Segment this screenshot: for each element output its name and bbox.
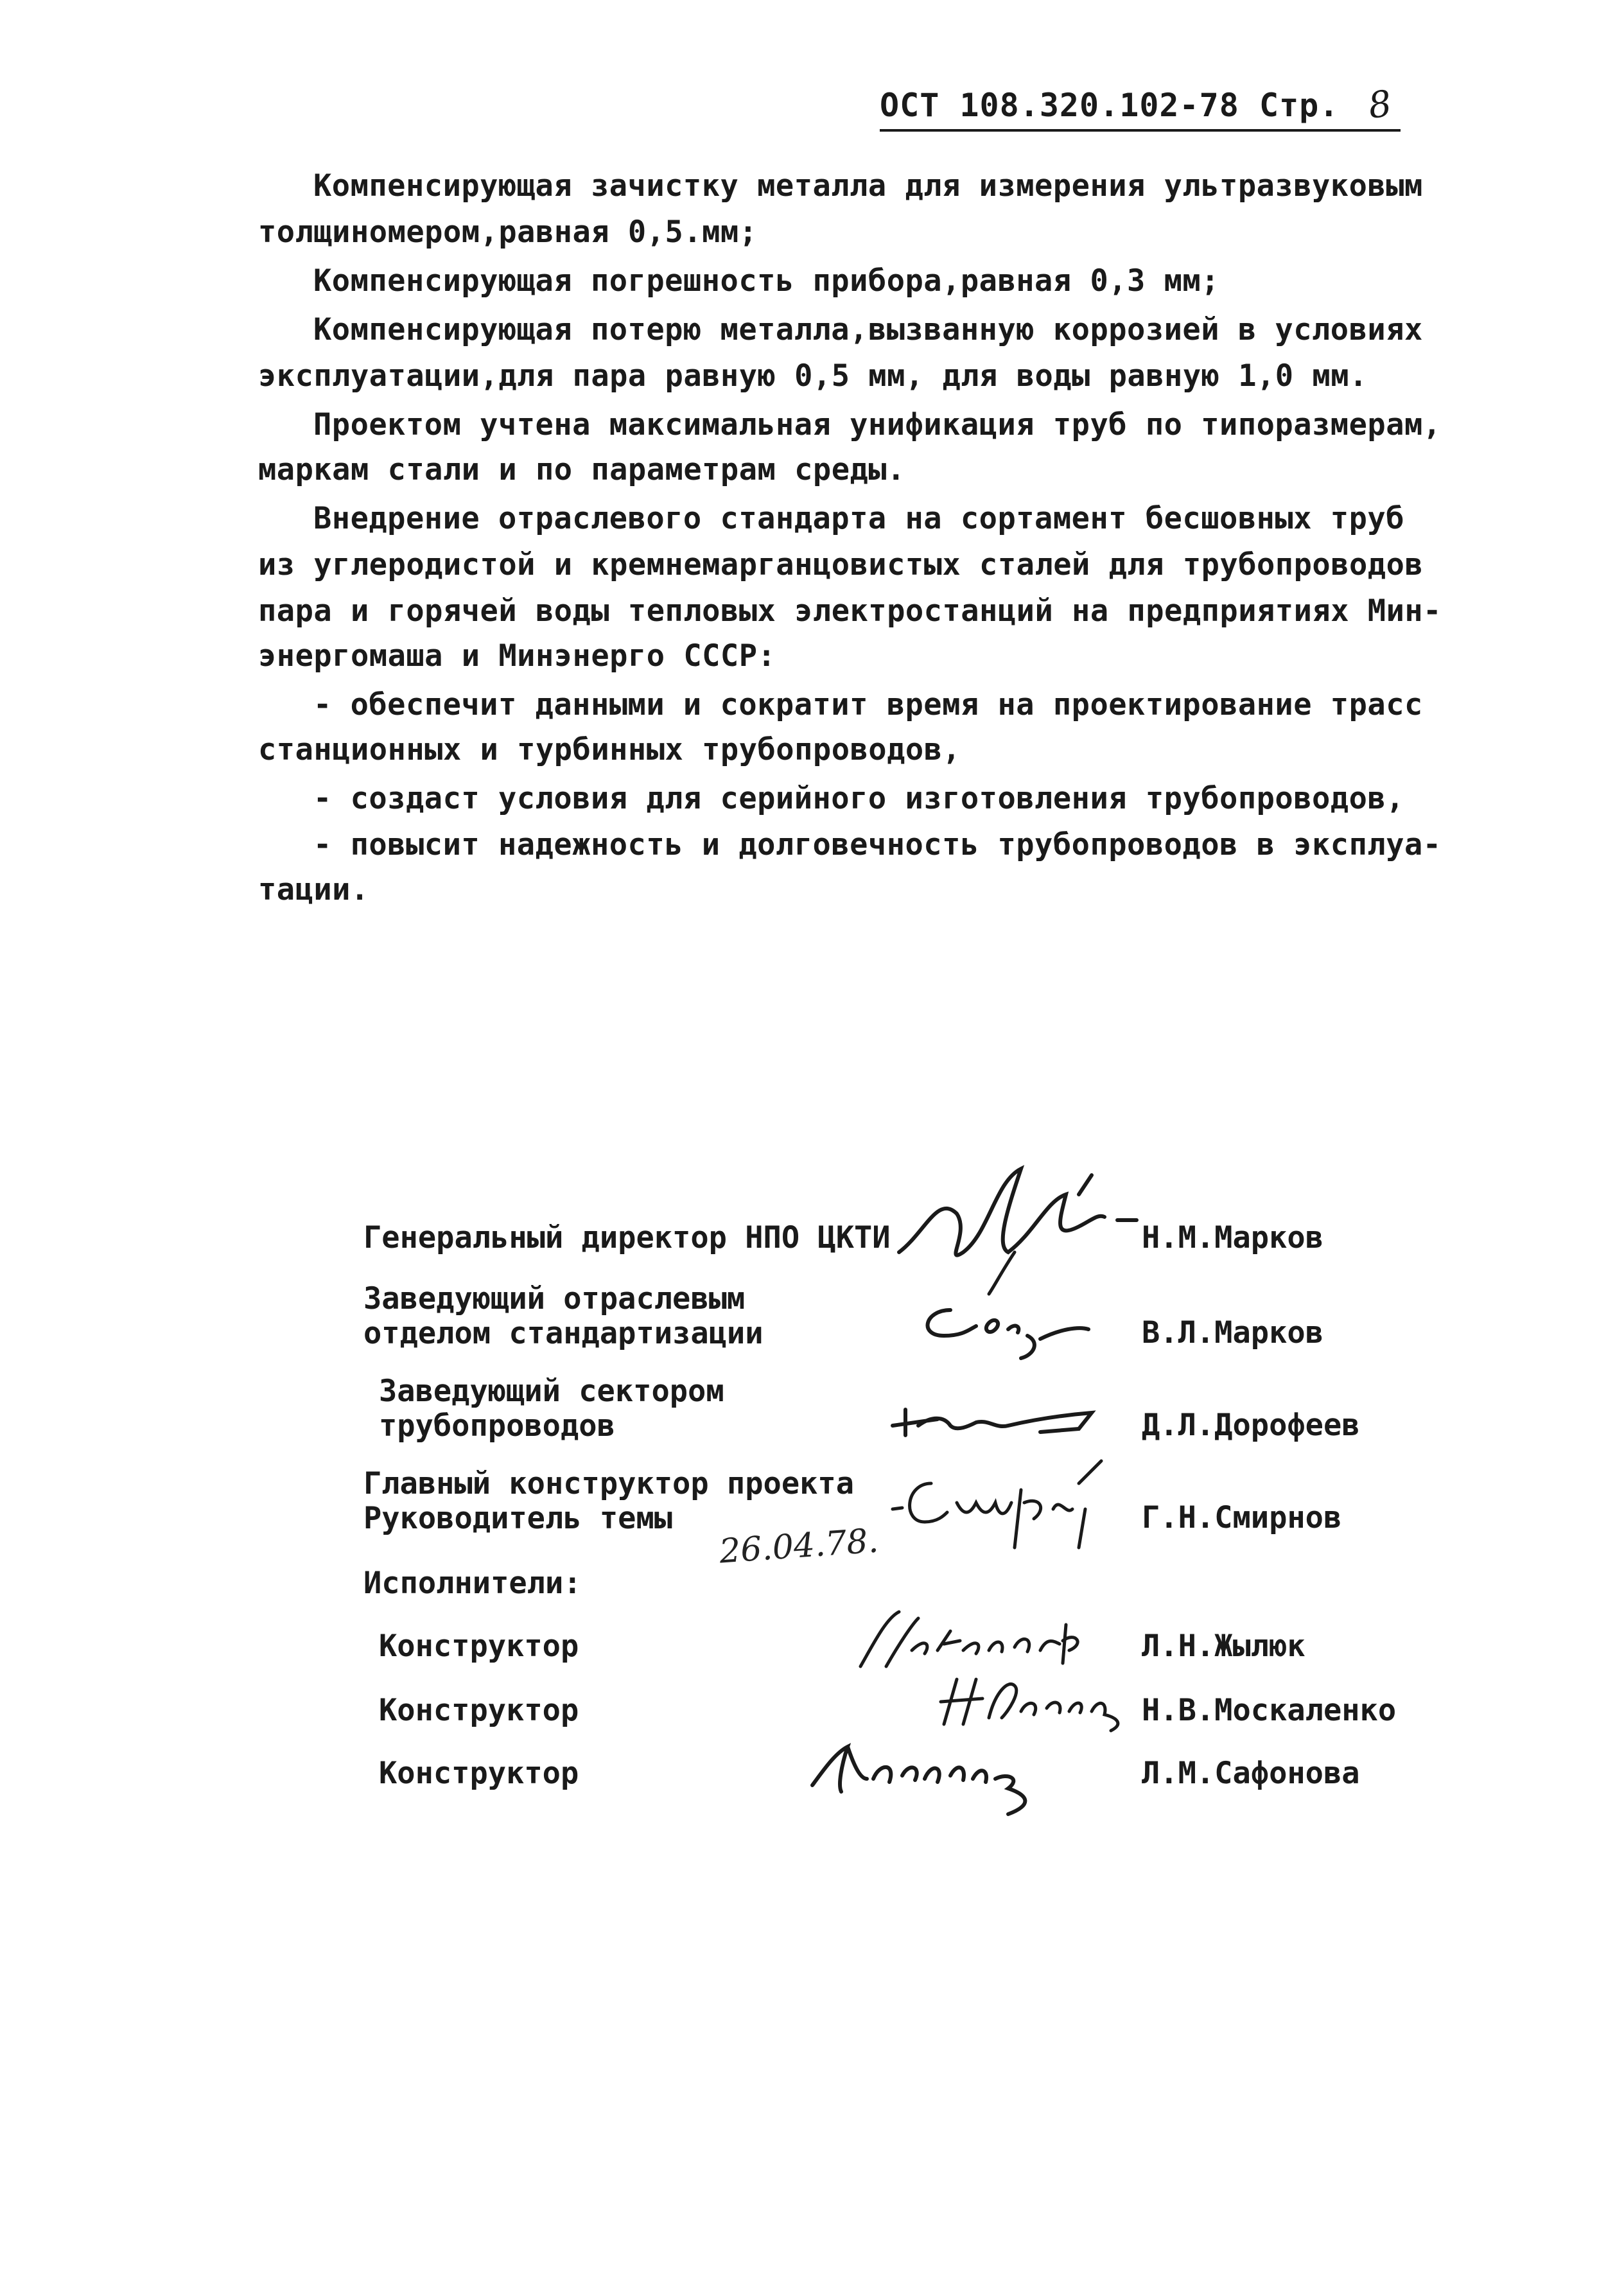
body-line: эксплуатации,для пара равную 0,5 мм, для воды равную 1,0 мм. (258, 358, 1368, 394)
body-line: Внедрение отраслевого стандарта на сортамент бесшовных труб (313, 501, 1404, 536)
title-line: Руководитель темы (363, 1501, 673, 1536)
standard-code: ОСТ 108.320.102-78 (880, 87, 1239, 124)
handwritten-signature (848, 1605, 1104, 1676)
handwritten-date: 26.04.78. (718, 1521, 880, 1571)
handwritten-signature (886, 1156, 1143, 1297)
page-label: Стр. (1259, 87, 1340, 124)
body-line: - создаст условия для серийного изготовления трубопроводов, (313, 781, 1404, 816)
body-line: Компенсирующая погрешность прибора,равная 0,3 мм; (313, 263, 1220, 299)
title-line: Заведующий отраслевым (363, 1281, 746, 1316)
body-line: маркам стали и по параметрам среды. (258, 452, 905, 487)
document-header (880, 83, 1401, 132)
title-line: Главный конструктор проекта (363, 1466, 855, 1501)
body-line: толщиномером,равная 0,5.мм; (258, 214, 758, 250)
executor-name: Л.Н.Жылюк (1142, 1629, 1305, 1664)
signatory-title (363, 1282, 764, 1351)
body-line: энергомаша и Минэнерго СССР: (258, 638, 776, 674)
executor-name: Н.В.Москаленко (1142, 1693, 1397, 1728)
signatory-name: Н.М.Марков (1142, 1220, 1323, 1255)
executor-name: Л.М.Сафонова (1142, 1756, 1360, 1791)
body-line: станционных и турбинных трубопроводов, (258, 732, 961, 767)
handwritten-signature (912, 1291, 1092, 1361)
handwritten-signature (886, 1458, 1104, 1567)
title-line: Заведующий сектором (379, 1374, 724, 1409)
body-line: Компенсирующая потерю металла,вызванную коррозией в условиях (313, 312, 1423, 347)
body-line: Проектом учтена максимальная унификация труб по типоразмерам, (313, 407, 1442, 442)
executor-title: Конструктор (379, 1693, 579, 1728)
signatory-title: Генеральный директор НПО ЦКТИ (363, 1220, 891, 1255)
title-line: отделом стандартизации (363, 1316, 764, 1351)
body-line: Компенсирующая зачистку металла для измерения ультразвуковым (313, 168, 1423, 204)
title-line: трубопроводов (379, 1408, 615, 1444)
body-line: из углеродистой и кремнемарганцовистых сталей для трубопроводов (258, 547, 1424, 582)
body-line: - повысит надежность и долговечность трубопроводов в эксплуа- (313, 827, 1442, 862)
executor-title: Конструктор (379, 1629, 579, 1664)
body-line: тации. (258, 872, 369, 907)
signatory-title (379, 1374, 724, 1444)
executor-title: Конструктор (379, 1756, 579, 1791)
signatory-title (363, 1467, 854, 1536)
handwritten-signature (803, 1734, 1060, 1817)
executors-label: Исполнители: (363, 1566, 582, 1601)
body-line: - обеспечит данными и сократит время на проектирование трасс (313, 687, 1423, 722)
page-number: 8 (1365, 82, 1395, 128)
signatory-name: Г.Н.Смирнов (1142, 1500, 1342, 1535)
handwritten-signature (886, 1397, 1104, 1448)
signatory-name: Д.Л.Дорофеев (1142, 1408, 1360, 1443)
handwritten-signature (931, 1666, 1130, 1737)
signatory-name: В.Л.Марков (1142, 1315, 1323, 1350)
body-line: пара и горячей воды тепловых электростанций на предприятиях Мин- (258, 593, 1442, 629)
